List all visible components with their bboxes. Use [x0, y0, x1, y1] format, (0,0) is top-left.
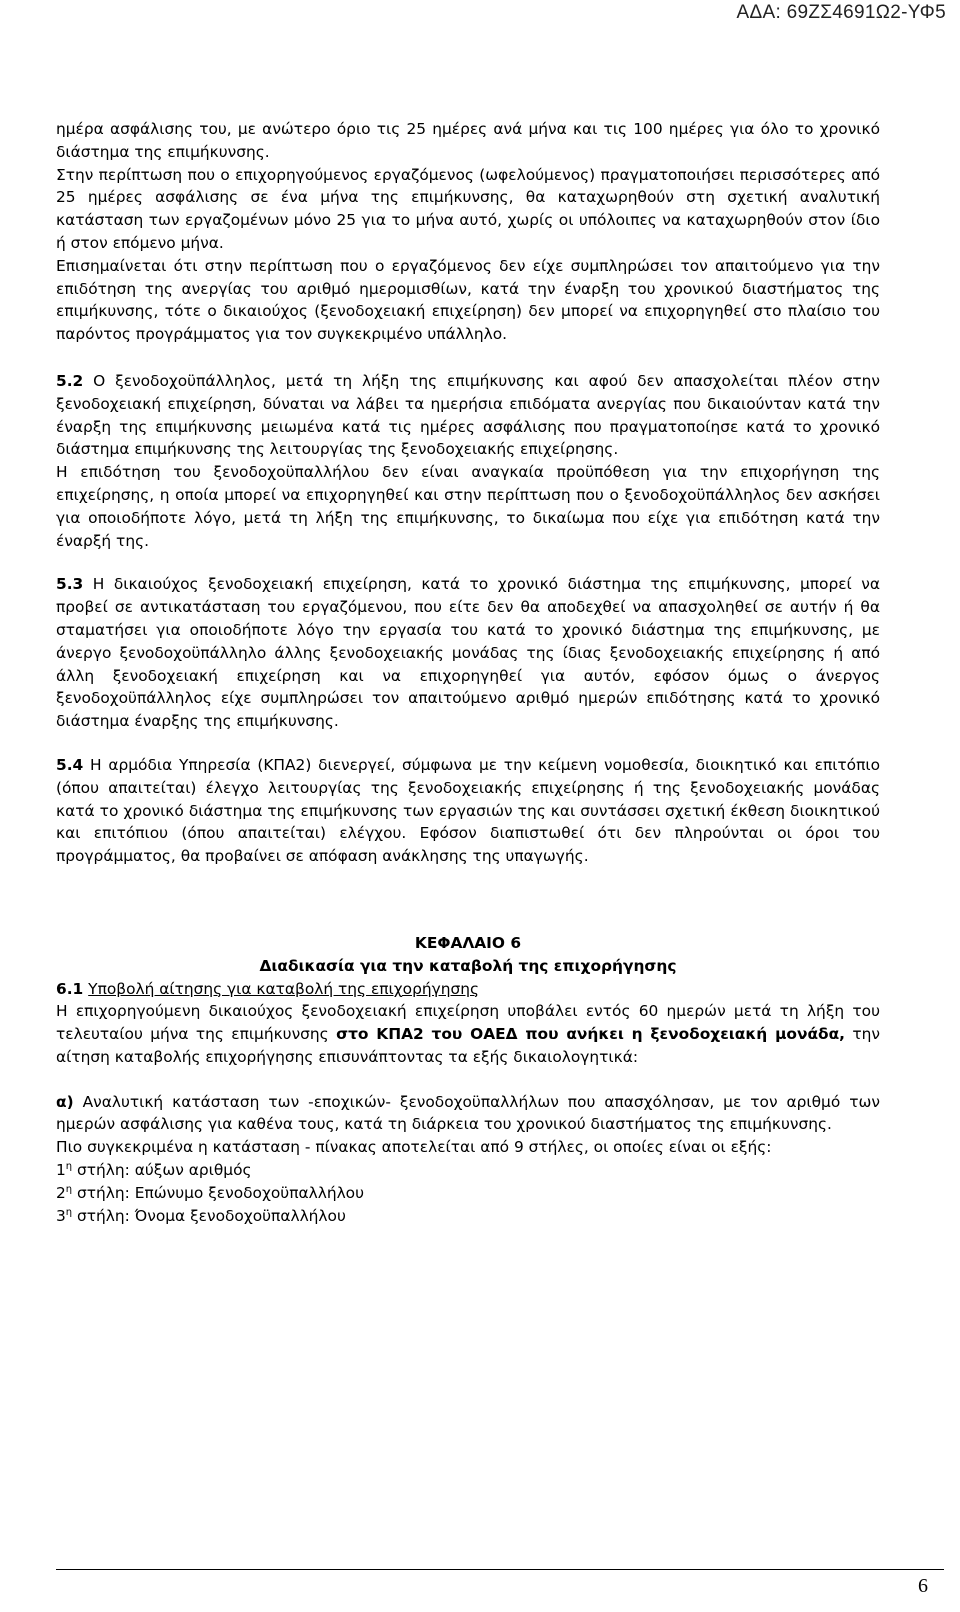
- paragraph: ημέρα ασφάλισης του, με ανώτερο όριο τις 25 ημέρες ανά μήνα και τις 100 ημέρες για όλο το χρονικό διάστημα της επιμήκυνσης.: [56, 120, 880, 161]
- column-num: 3: [56, 1206, 66, 1225]
- section-number: 5.3: [56, 575, 84, 594]
- column-sup: η: [65, 1183, 73, 1195]
- section-text: Η δικαιούχος ξενοδοχειακή επιχείρηση, κατά το χρονικό διάστημα της επιμήκυνσης, μπορεί να προβεί σε αντικατάσταση του εργαζόμενου, που είτε δεν θα αποδεχθεί να απασχοληθεί σε αυτήν ή θα σταματήσει για οποιοδήποτε λόγο την εργασία του κατά το χρονικό διάστημα της επιμήκυνσης, με άνεργο ξενοδοχοϋπάλληλο άλλης ξενοδοχειακής μονάδας της ίδιας ξενοδοχειακής επιχείρησης ή από άλλη ξενοδοχειακή επιχείρηση και να επιχορηγηθεί για αυτόν, εφόσον όμως ο άνεργος ξενοδοχοϋπάλληλος είχε συμπληρώσει τον απαιτούμενο αριθμό ημερών επιδότησης κατά το χρονικό διάστημα έναρξης της επιμήκυνσης.: [56, 575, 880, 731]
- item-label: α): [56, 1092, 74, 1111]
- section-5-2: [56, 370, 880, 461]
- column-sup: η: [65, 1206, 73, 1218]
- paragraph: Επισημαίνεται ότι στην περίπτωση που ο εργαζόμενος δεν είχε συμπληρώσει τον απαιτούμενο για την επιδότηση της ανεργίας του αριθμό ημερομισθίων, κατά την έναρξη του χρονικού διαστήματος της επιμήκυνσης, τότε ο δικαιούχος (ξενοδοχειακή επιχείρηση) δεν μπορεί να επιχορηγηθεί στο πλαίσιο του παρόντος προγράμματος για τον συγκεκριμένο υπάλληλο.: [56, 256, 880, 344]
- page-number: 6: [918, 1575, 928, 1597]
- document-body: [56, 118, 880, 1227]
- column-text: στήλη: Όνομα ξενοδοχοϋπαλλήλου: [72, 1206, 346, 1225]
- column-item: [56, 1205, 880, 1228]
- section-6-1-text: [56, 1000, 880, 1068]
- column-sup: η: [65, 1160, 73, 1172]
- column-item: [56, 1159, 880, 1182]
- section-number: 6.1: [56, 979, 84, 998]
- section-5-4: [56, 754, 880, 868]
- section-title: Υποβολή αίτησης για καταβολή της επιχορήγησης: [88, 979, 480, 998]
- section-5-3: [56, 573, 880, 733]
- column-num: 2: [56, 1183, 66, 1202]
- ada-code: ΑΔΑ: 69ΖΣ4691Ω2-ΥΦ5: [736, 2, 946, 23]
- item-text: Αναλυτική κατάσταση των -εποχικών- ξενοδοχοϋπαλλήλων που απασχόλησαν, με τον αριθμό των ημερών ασφάλισης για καθένα τους, κατά τη διάρκεια του χρονικού διαστήματος της επιμήκυνσης.: [56, 1092, 880, 1134]
- section-number: 5.4: [56, 755, 84, 774]
- column-text: στήλη: αύξων αριθμός: [72, 1161, 252, 1180]
- column-item: [56, 1182, 880, 1205]
- paragraph: Στην περίπτωση που ο επιχορηγούμενος εργαζόμενος (ωφελούμενος) πραγματοποιήσει περισσότερες από 25 ημέρες ασφάλισης σε ένα μήνα της επιμήκυνσης, θα καταχωρηθούν στη σχετική αναλυτική κατάσταση των εργαζομένων μόνο 25 για το μήνα αυτό, χωρίς οι υπόλοιπες να καταχωρηθούν στον ίδιο ή στον επόμενο μήνα.: [56, 165, 880, 252]
- chapter-heading: ΚΕΦΑΛΑΙΟ 6: [414, 933, 522, 952]
- column-text: στήλη: Επώνυμο ξενοδοχοϋπαλλήλου: [72, 1183, 364, 1202]
- text-part: Η επιχορηγούμενη δικαιούχος ξενοδοχειακή επιχείρηση υποβάλει εντός 60 ημερών μετά τη λήξη του τελευταίου μήνα της επιμήκυνσης: [56, 1002, 880, 1044]
- section-number: 5.2: [56, 371, 84, 390]
- section-text: Η αρμόδια Υπηρεσία (ΚΠΑ2) διενεργεί, σύμφωνα με την κείμενη νομοθεσία, διοικητικό και επιτόπιο (όπου απαιτείται) έλεγχο λειτουργίας της ξενοδοχειακής επιχείρησης ή της ξενοδοχειακής μονάδας κατά το χρονικό διάστημα της επιμήκυνσης των εργασιών της και συντάσσει σχετική έκθεση διοικητικού και επιτόπιου (όπου απαιτείται) ελέγχου. Εφόσον διαπιστωθεί ότι δεν πληρούνται οι όροι του προγράμματος, θα προβαίνει σε απόφαση ανάκλησης της υπαγωγής.: [56, 755, 880, 866]
- column-num: 1: [56, 1161, 66, 1180]
- paragraph: Πιο συγκεκριμένα η κατάσταση - πίνακας αποτελείται από 9 στήλες, οι οποίες είναι οι εξής:: [56, 1138, 772, 1157]
- chapter-title: Διαδικασία για την καταβολή της επιχορήγησης: [259, 956, 677, 975]
- text-part-bold: στο ΚΠΑ2 του ΟΑΕΔ που ανήκει η ξενοδοχειακή μονάδα,: [336, 1025, 846, 1044]
- footer-rule: [56, 1569, 944, 1570]
- paragraph: Η επιδότηση του ξενοδοχοϋπαλλήλου δεν είναι αναγκαία προϋπόθεση για την επιχορήγηση της επιχείρησης, η οποία μπορεί να επιχορηγηθεί και στην περίπτωση που ο ξενοδοχοϋπάλληλος δεν ασκήσει για οποιοδήποτε λόγο, μετά τη λήξη της επιμήκυνσης, το δικαίωμα που είχε για επιδότηση κατά την έναρξή της.: [56, 463, 880, 550]
- item-a: [56, 1091, 880, 1137]
- section-6-1-heading: [56, 978, 880, 1001]
- text-part: την αίτηση καταβολής επιχορήγησης επισυνάπτοντας τα εξής δικαιολογητικά:: [56, 1025, 881, 1066]
- section-text: Ο ξενοδοχοϋπάλληλος, μετά τη λήξη της επιμήκυνσης και αφού δεν απασχολείται πλέον στην ξενοδοχειακή επιχείρηση, δύναται να λάβει τα ημερήσια επιδόματα ανεργίας που δικαιούνταν κατά την έναρξη της επιμήκυνσης μειωμένα κατά τις ημέρες ασφάλισης που πραγματοποίησε κατά το χρονικό διάστημα επιμήκυνσης της λειτουργίας της ξενοδοχειακής επιχείρησης.: [56, 371, 880, 459]
